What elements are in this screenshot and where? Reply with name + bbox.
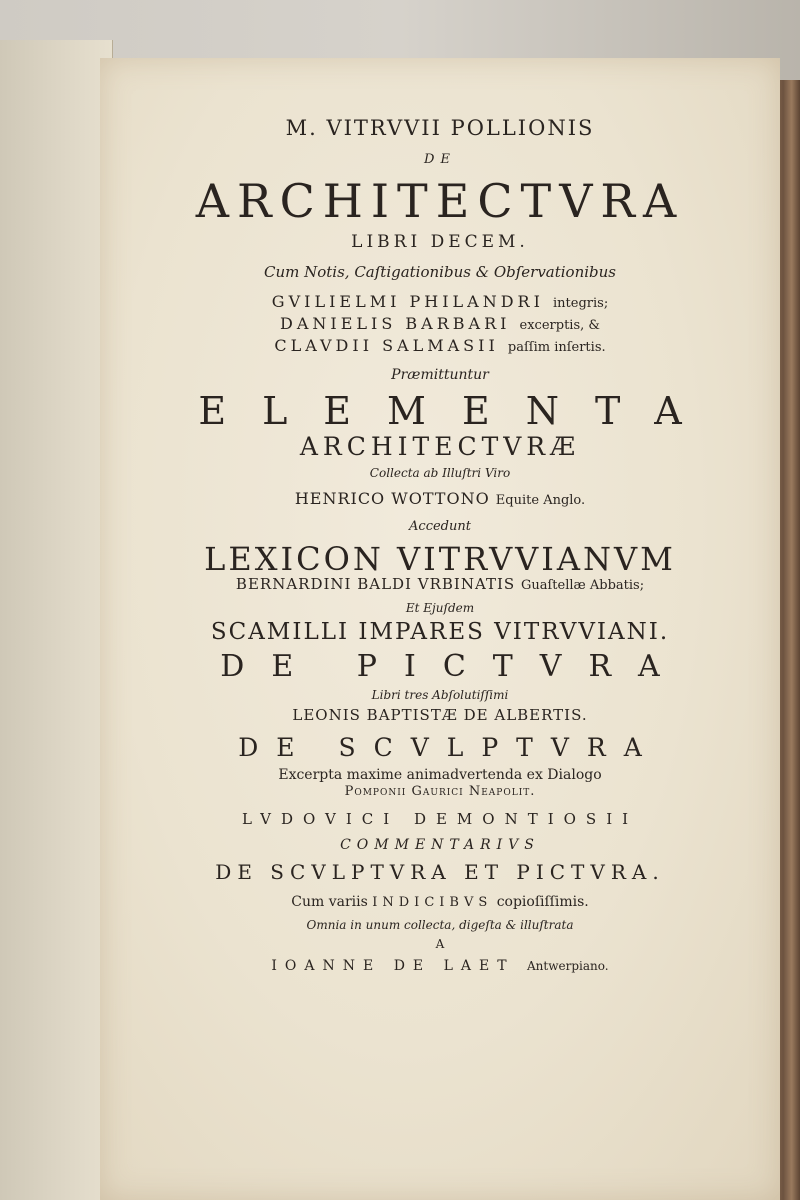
baldi-name: BERNARDINI BALDI VRBINATIS — [235, 575, 516, 593]
collecta-line: Collecta ab Illuſtri Viro — [369, 466, 511, 480]
sculpt-pict-heading: DE SCVLPTVRA ET PICTVRA. — [215, 860, 665, 884]
laet-name: IOANNE DE LAET — [271, 958, 515, 974]
editor-name: CLAVDII SALMASII — [274, 336, 499, 355]
de-pictura-heading: DE PICTVRA — [220, 649, 687, 684]
elementa-heading: ELEMENTA — [198, 389, 718, 433]
indices-line — [100, 895, 780, 909]
de-line: DE — [424, 152, 456, 167]
laet-line — [100, 959, 780, 973]
indices-post: copioſiſſimis. — [496, 894, 589, 910]
libri-line: LIBRI DECEM. — [351, 232, 529, 252]
baldi-note: Guaſtellæ Abbatis; — [520, 578, 645, 593]
excerpta-line: Excerpta maxime animadvertenda ex Dialogo — [278, 767, 602, 783]
architecturae-heading: ARCHITECTVRÆ — [299, 432, 581, 461]
indices-word: INDICIBVS — [372, 895, 493, 910]
laet-note: Antwerpiano. — [527, 959, 609, 973]
omnia-line: Omnia in unum collecta, digeſta & illuſtrata — [306, 918, 574, 932]
notes-line: Cum Notis, Caſtigationibus & Obſervationibus — [263, 263, 617, 281]
editor-name: DANIELIS BARBARI — [280, 314, 511, 333]
praemittuntur-line: Præmittuntur — [391, 367, 489, 383]
baldi-line — [100, 577, 780, 592]
de-sculptura-heading: DE SCVLPTVRA — [238, 733, 660, 762]
editor-note: paſſim inſertis. — [507, 340, 606, 355]
indices-pre: Cum variis — [291, 894, 368, 910]
editor-philander — [100, 294, 780, 310]
editor-note: integris; — [553, 296, 609, 311]
author-line: M. VITRVVII POLLIONIS — [285, 116, 595, 140]
facing-page-edge — [0, 40, 113, 1200]
commentarius-line: COMMENTARIVS — [340, 837, 540, 853]
accedunt-line: Accedunt — [409, 519, 471, 534]
a-line: A — [435, 937, 445, 951]
lexicon-heading: LEXICON VITRVVIANVM — [204, 540, 676, 578]
et-eiusdem-line: Et Ejuſdem — [405, 601, 475, 615]
editor-name: GVILIELMI PHILANDRI — [271, 292, 544, 311]
editor-note: excerptis, & — [519, 318, 600, 333]
editor-barbaro — [100, 316, 780, 332]
main-title: ARCHITECTVRA — [195, 174, 685, 228]
wotton-name: HENRICO WOTTONO — [294, 489, 490, 508]
scamilli-heading: SCAMILLI IMPARES VITRVVIANI. — [210, 619, 670, 645]
title-text-block — [100, 118, 780, 973]
editor-salmasius — [100, 338, 780, 354]
alberti-line: LEONIS BAPTISTÆ DE ALBERTIS. — [292, 706, 588, 724]
demontiosii-line: LVDOVICI DEMONTIOSII — [241, 810, 639, 828]
wotton-line — [100, 491, 780, 507]
wotton-note: Equite Anglo. — [495, 493, 586, 508]
gaurici-line: Pomponii Gaurici Neapolit. — [344, 784, 536, 799]
libri-tres-line: Libri tres Abſolutiſſimi — [371, 688, 509, 702]
